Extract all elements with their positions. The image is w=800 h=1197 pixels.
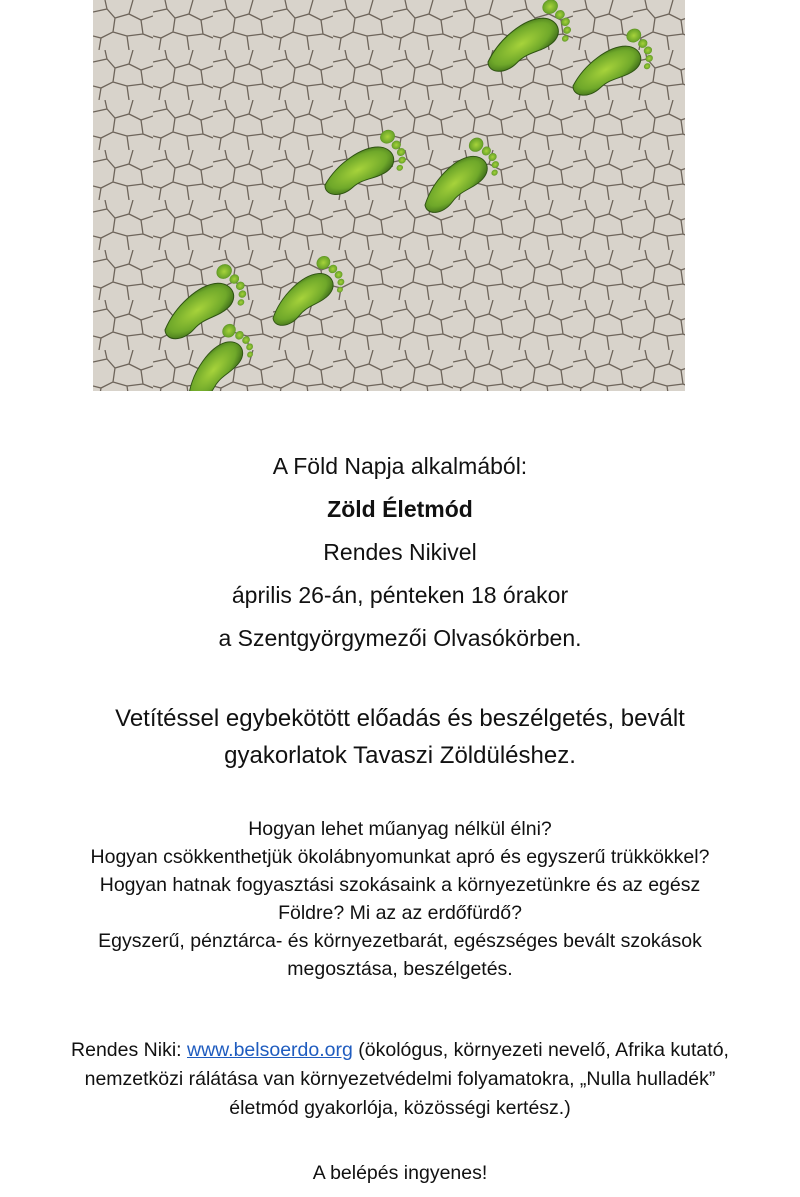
event-occasion: A Föld Napja alkalmából: [272, 453, 528, 479]
lead-paragraph [0, 700, 800, 774]
question-3b: Földre? Mi az az erdőfürdő? [278, 902, 522, 924]
questions-block [0, 815, 800, 983]
question-1: Hogyan lehet műanyag nélkül élni? [248, 818, 552, 840]
bio-prefix: Rendes Niki: [71, 1039, 187, 1061]
question-2: Hogyan csökkenthetjük ökolábnyomunkat apró és egyszerű trükkökkel? [90, 846, 710, 868]
free-entry-note: A belépés ingyenes! [312, 1162, 488, 1184]
event-venue: a Szentgyörgymezői Olvasókörben. [218, 625, 582, 651]
bio-line-3: életmód gyakorlója, közösségi kertész.) [229, 1097, 571, 1119]
question-4b: megosztása, beszélgetés. [287, 958, 513, 980]
hero-image [93, 0, 685, 391]
question-4a: Egyszerű, pénztárca- és környezetbarát, egészséges bevált szokások [98, 930, 702, 952]
presenter-bio [0, 1036, 800, 1123]
footprints-image [93, 0, 685, 391]
bio-suffix: (ökológus, környezeti nevelő, Afrika kutató, [352, 1039, 729, 1061]
lead-line-1: Vetítéssel egybekötött előadás és beszélgetés, bevált [115, 705, 685, 732]
lead-line-2: gyakorlatok Tavaszi Zöldüléshez. [224, 742, 576, 769]
website-link[interactable]: www.belsoerdo.org [187, 1039, 353, 1061]
question-3a: Hogyan hatnak fogyasztási szokásaink a környezetünkre és az egész [99, 874, 701, 896]
event-date: április 26-án, pénteken 18 órakor [231, 582, 569, 608]
bio-line-2: nemzetközi rálátása van környezetvédelmi folyamatokra, „Nulla hulladék” [84, 1068, 716, 1090]
event-presenter: Rendes Nikivel [323, 539, 477, 565]
event-title: Zöld Életmód [327, 496, 473, 522]
bio-line-1 [0, 1036, 800, 1065]
event-details [0, 445, 800, 660]
